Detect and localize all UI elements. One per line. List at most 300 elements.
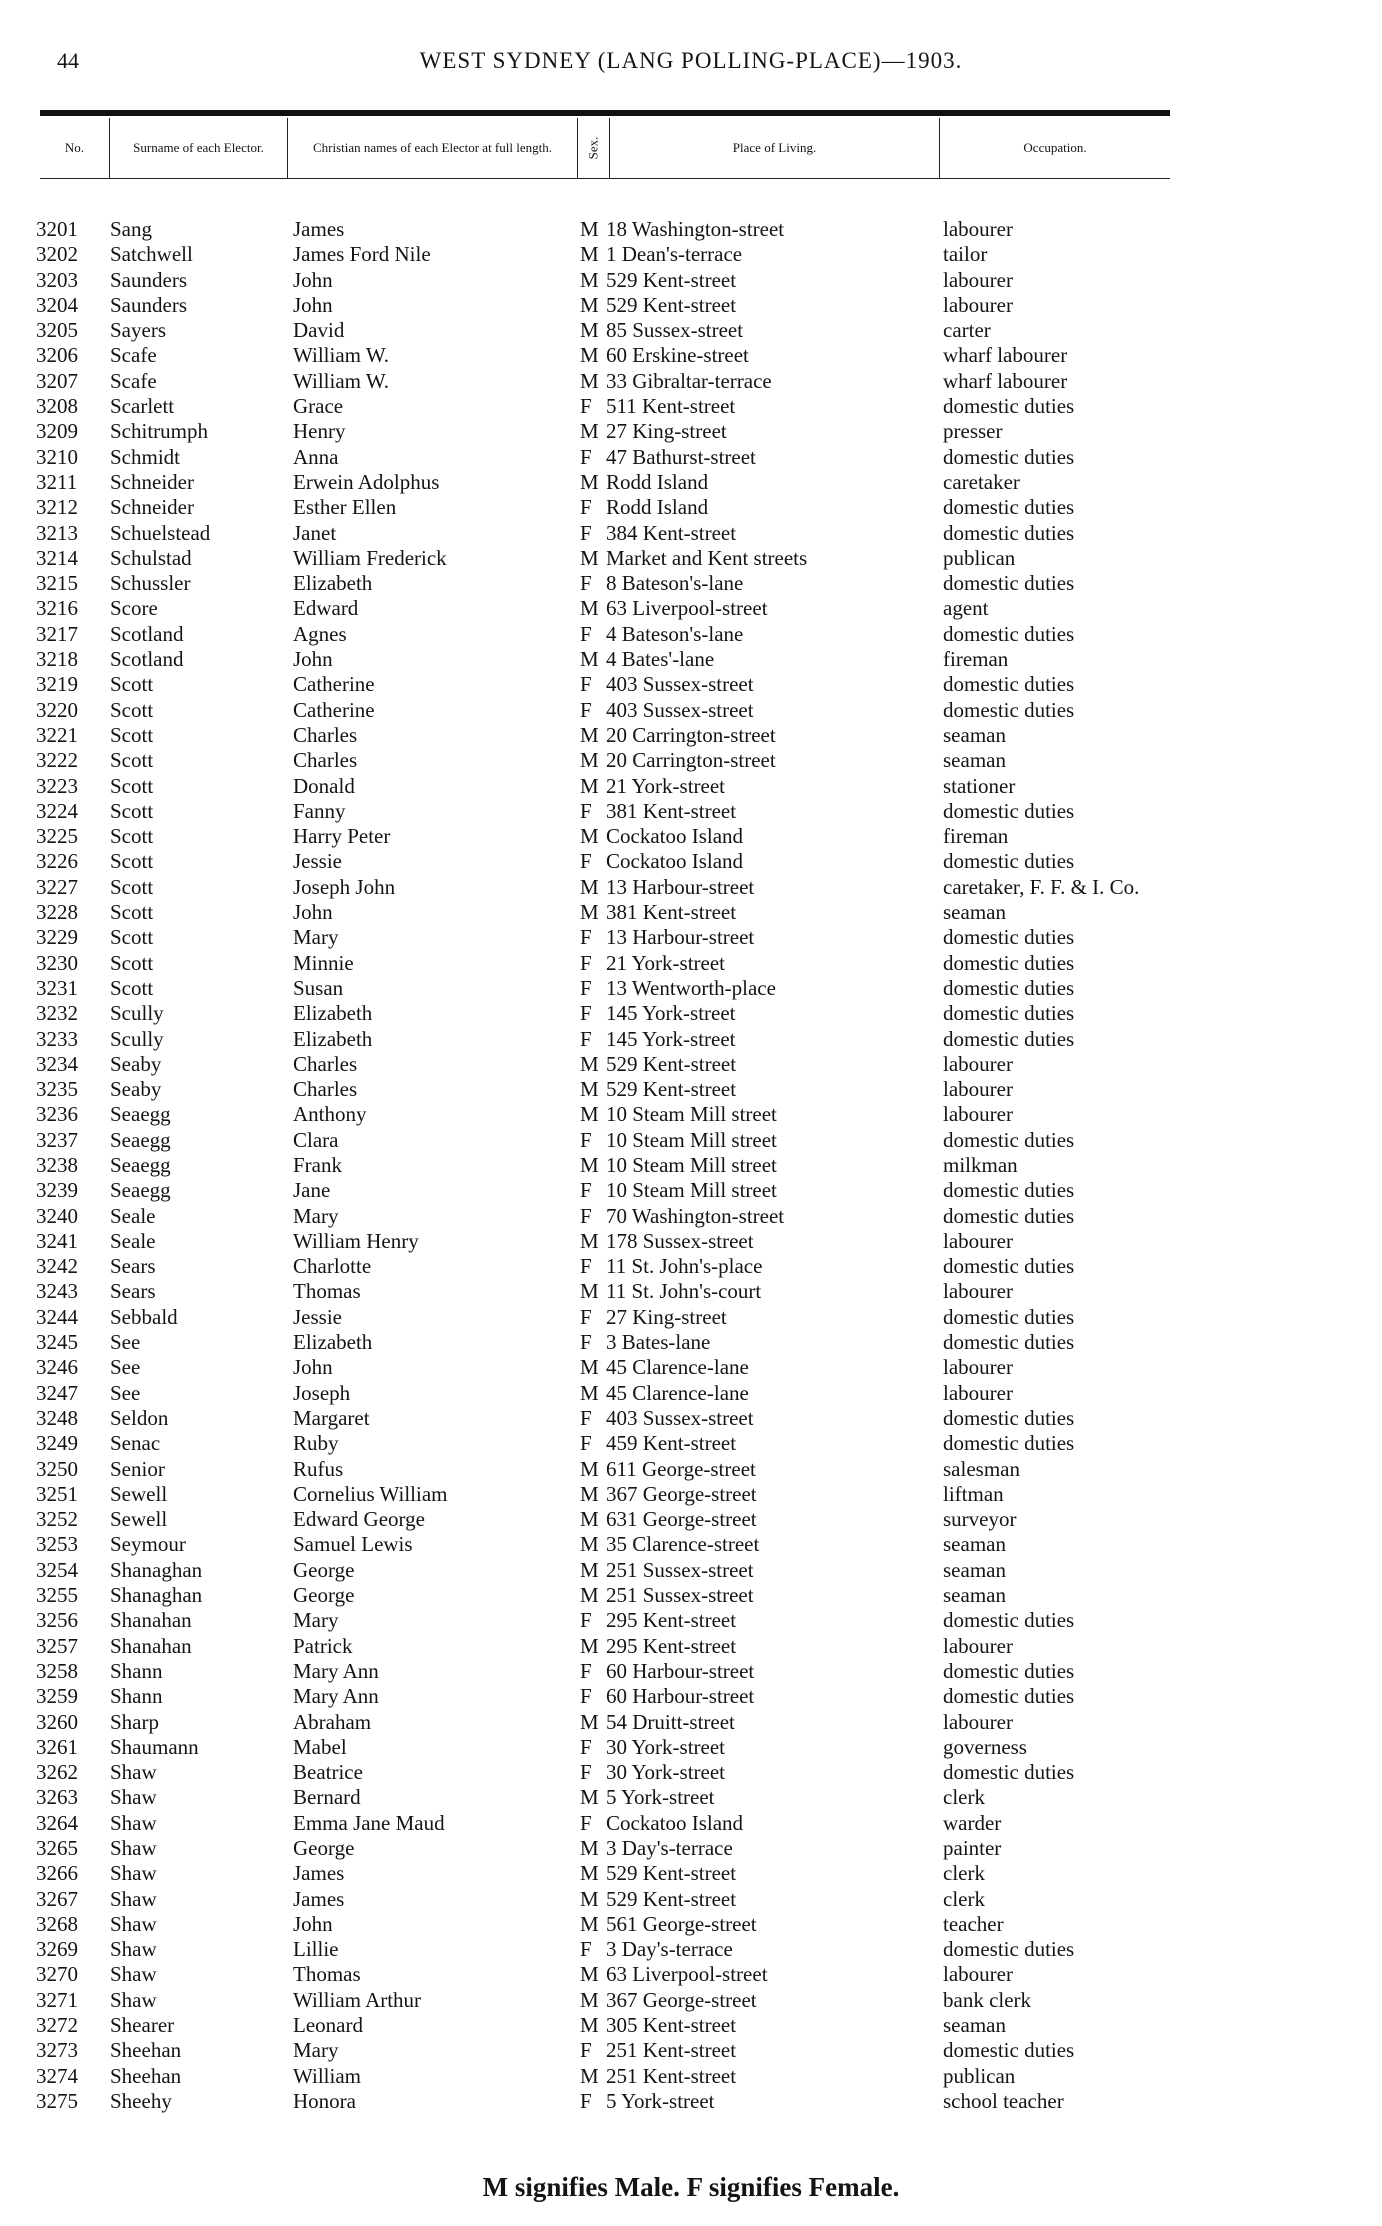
elector-sex: M <box>580 1152 599 1177</box>
elector-number: 3236 <box>36 1102 78 1127</box>
table-row <box>0 1735 1382 1760</box>
table-row <box>0 1457 1382 1482</box>
elector-sex: M <box>580 722 599 747</box>
elector-sex: M <box>580 874 599 899</box>
elector-number: 3224 <box>36 798 78 823</box>
elector-number: 3209 <box>36 419 78 444</box>
elector-number: 3246 <box>36 1355 78 1380</box>
elector-occupation: publican <box>943 545 1016 570</box>
elector-christian-names: Jessie <box>293 849 342 874</box>
elector-christian-names: Mary <box>293 1608 339 1633</box>
elector-surname: Scotland <box>110 647 184 672</box>
elector-surname: Seaby <box>110 1051 162 1076</box>
elector-christian-names: George <box>293 1557 355 1582</box>
elector-place-of-living: 251 Kent-street <box>606 2063 737 2088</box>
elector-place-of-living: 10 Steam Mill street <box>606 1127 777 1152</box>
elector-surname: Scott <box>110 773 154 798</box>
elector-christian-names: Catherine <box>293 697 375 722</box>
table-row <box>0 1279 1382 1304</box>
elector-christian-names: Mary <box>293 2038 339 2063</box>
elector-number: 3268 <box>36 1911 78 1936</box>
elector-surname: Schneider <box>110 469 194 494</box>
elector-number: 3220 <box>36 697 78 722</box>
elector-surname: Seaegg <box>110 1102 171 1127</box>
elector-surname: Scott <box>110 950 154 975</box>
elector-christian-names: Leonard <box>293 2013 363 2038</box>
elector-place-of-living: 21 York-street <box>606 950 725 975</box>
elector-surname: Scafe <box>110 368 157 393</box>
elector-number: 3234 <box>36 1051 78 1076</box>
elector-place-of-living: 63 Liverpool-street <box>606 596 768 621</box>
elector-christian-names: John <box>293 292 333 317</box>
table-row <box>0 1861 1382 1886</box>
table-row <box>0 1027 1382 1052</box>
elector-number: 3202 <box>36 242 78 267</box>
elector-occupation: warder <box>943 1810 1002 1835</box>
elector-occupation: bank clerk <box>943 1987 1032 2012</box>
table-row <box>0 242 1382 267</box>
elector-christian-names: William <box>293 2063 361 2088</box>
elector-christian-names: Jane <box>293 1178 331 1203</box>
elector-occupation: school teacher <box>943 2088 1064 2113</box>
elector-occupation: milkman <box>943 1152 1018 1177</box>
elector-surname: Scully <box>110 1001 164 1026</box>
elector-surname: Shearer <box>110 2013 175 2038</box>
elector-number: 3210 <box>36 444 78 469</box>
elector-surname: Scott <box>110 697 154 722</box>
elector-occupation: painter <box>943 1836 1002 1860</box>
elector-place-of-living: 11 St. John's-place <box>606 1254 763 1279</box>
elector-occupation: carter <box>943 318 991 343</box>
elector-surname: Sears <box>110 1254 156 1279</box>
elector-place-of-living: 367 George-street <box>606 1481 757 1506</box>
elector-number: 3232 <box>36 1001 78 1026</box>
elector-sex: M <box>580 368 599 393</box>
elector-place-of-living: 403 Sussex-street <box>606 672 754 697</box>
header-rule <box>40 110 1170 116</box>
elector-occupation: domestic duties <box>943 1330 1075 1355</box>
elector-number: 3248 <box>36 1405 78 1430</box>
elector-christian-names: Edward George <box>293 1507 425 1532</box>
elector-surname: Shaw <box>110 1962 157 1987</box>
elector-surname: Saunders <box>110 267 187 292</box>
elector-christian-names: Catherine <box>293 672 375 697</box>
elector-number: 3237 <box>36 1127 78 1152</box>
elector-place-of-living: 611 George-street <box>606 1456 756 1481</box>
elector-number: 3201 <box>36 217 78 241</box>
elector-surname: Schuelstead <box>110 520 211 545</box>
elector-surname: Scott <box>110 824 154 849</box>
elector-surname: Seaegg <box>110 1127 171 1152</box>
table-row <box>0 2013 1382 2038</box>
elector-sex: M <box>580 242 599 267</box>
table-row <box>0 293 1382 318</box>
table-row <box>0 495 1382 520</box>
elector-surname: Scott <box>110 925 154 950</box>
elector-sex: M <box>580 1785 599 1810</box>
elector-surname: Shanahan <box>110 1608 192 1633</box>
header-occupation: Occupation. <box>1023 140 1087 155</box>
table-row <box>0 900 1382 925</box>
elector-christian-names: Honora <box>293 2088 356 2113</box>
elector-surname: Schulstad <box>110 545 192 570</box>
elector-sex: M <box>580 1380 599 1405</box>
elector-number: 3206 <box>36 343 78 368</box>
elector-sex: F <box>580 1405 592 1430</box>
table-row <box>0 2089 1382 2114</box>
elector-number: 3212 <box>36 495 78 520</box>
elector-place-of-living: 8 Bateson's-lane <box>606 571 744 596</box>
elector-surname: Senac <box>110 1431 161 1456</box>
table-row <box>0 1482 1382 1507</box>
elector-occupation: domestic duties <box>943 1001 1075 1026</box>
elector-surname: Schitrumph <box>110 419 208 444</box>
elector-place-of-living: Rodd Island <box>606 469 709 494</box>
elector-occupation: domestic duties <box>943 849 1075 874</box>
elector-sex: M <box>580 748 599 773</box>
elector-occupation: stationer <box>943 773 1016 798</box>
elector-number: 3242 <box>36 1254 78 1279</box>
elector-place-of-living: 295 Kent-street <box>606 1633 737 1658</box>
elector-christian-names: Samuel Lewis <box>293 1532 413 1557</box>
elector-occupation: wharf labourer <box>943 368 1068 393</box>
elector-number: 3266 <box>36 1861 78 1886</box>
elector-sex: M <box>580 1861 599 1886</box>
elector-sex: F <box>580 1254 592 1279</box>
elector-occupation: labourer <box>943 1355 1013 1380</box>
elector-surname: Senior <box>110 1456 165 1481</box>
elector-occupation: clerk <box>943 1785 985 1810</box>
elector-sex: M <box>580 2013 599 2038</box>
elector-christian-names: George <box>293 1583 355 1608</box>
elector-place-of-living: 13 Harbour-street <box>606 925 755 950</box>
elector-number: 3219 <box>36 672 78 697</box>
elector-number: 3271 <box>36 1987 78 2012</box>
elector-place-of-living: 178 Sussex-street <box>606 1228 754 1253</box>
elector-christian-names: Margaret <box>293 1405 370 1430</box>
elector-christian-names: Donald <box>293 773 355 798</box>
table-row <box>0 2064 1382 2089</box>
table-row <box>0 1659 1382 1684</box>
table-row <box>0 1760 1382 1785</box>
elector-number: 3241 <box>36 1228 78 1253</box>
elector-number: 3217 <box>36 621 78 646</box>
elector-christian-names: Esther Ellen <box>293 495 397 520</box>
elector-number: 3222 <box>36 748 78 773</box>
elector-occupation: seaman <box>943 748 1006 773</box>
table-row <box>0 748 1382 773</box>
elector-sex: M <box>580 1886 599 1911</box>
elector-number: 3265 <box>36 1836 78 1860</box>
elector-occupation: labourer <box>943 1102 1013 1127</box>
table-row <box>0 1001 1382 1026</box>
elector-place-of-living: 459 Kent-street <box>606 1431 737 1456</box>
page-title: WEST SYDNEY (LANG POLLING-PLACE)—1903. <box>419 48 963 73</box>
elector-christian-names: Clara <box>293 1127 339 1152</box>
elector-place-of-living: 251 Sussex-street <box>606 1557 754 1582</box>
elector-place-of-living: 3 Day's-terrace <box>606 1836 733 1860</box>
elector-number: 3239 <box>36 1178 78 1203</box>
elector-christian-names: David <box>293 318 345 343</box>
elector-christian-names: William Frederick <box>293 545 447 570</box>
elector-christian-names: Edward <box>293 596 359 621</box>
elector-place-of-living: 4 Bates'-lane <box>606 647 715 672</box>
elector-sex: M <box>580 1051 599 1076</box>
table-row <box>0 1583 1382 1608</box>
elector-sex: F <box>580 495 592 520</box>
elector-occupation: fireman <box>943 647 1009 672</box>
elector-surname: Shanaghan <box>110 1557 203 1582</box>
header-sex <box>578 118 610 178</box>
table-row <box>0 1381 1382 1406</box>
elector-surname: Scafe <box>110 343 157 368</box>
elector-christian-names: John <box>293 647 333 672</box>
elector-surname: Scott <box>110 748 154 773</box>
table-row <box>0 1077 1382 1102</box>
elector-sex: M <box>580 1962 599 1987</box>
table-row <box>0 824 1382 849</box>
elector-christian-names: William W. <box>293 343 389 368</box>
elector-occupation: domestic duties <box>943 1431 1075 1456</box>
elector-occupation: labourer <box>943 1380 1013 1405</box>
elector-number: 3208 <box>36 394 78 419</box>
elector-number: 3233 <box>36 1026 78 1051</box>
elector-number: 3240 <box>36 1203 78 1228</box>
table-row <box>0 1912 1382 1937</box>
table-row <box>0 774 1382 799</box>
table-row <box>0 1153 1382 1178</box>
elector-place-of-living: 45 Clarence-lane <box>606 1355 749 1380</box>
elector-occupation: domestic duties <box>943 1127 1075 1152</box>
elector-sex: F <box>580 2088 592 2113</box>
elector-place-of-living: 295 Kent-street <box>606 1608 737 1633</box>
table-row <box>0 1128 1382 1153</box>
elector-place-of-living: 30 York-street <box>606 1734 725 1759</box>
elector-number: 3213 <box>36 520 78 545</box>
table-row <box>0 521 1382 546</box>
elector-surname: Shaw <box>110 1785 157 1810</box>
elector-christian-names: Henry <box>293 419 346 444</box>
elector-place-of-living: 403 Sussex-street <box>606 1405 754 1430</box>
elector-christian-names: James <box>293 217 345 241</box>
elector-place-of-living: Rodd Island <box>606 495 709 520</box>
elector-number: 3214 <box>36 545 78 570</box>
elector-number: 3255 <box>36 1583 78 1608</box>
elector-occupation: labourer <box>943 267 1013 292</box>
elector-sex: F <box>580 1330 592 1355</box>
elector-surname: Shaw <box>110 1937 157 1962</box>
table-row <box>0 1684 1382 1709</box>
elector-christian-names: Charles <box>293 1051 358 1076</box>
table-row <box>0 1102 1382 1127</box>
elector-number: 3269 <box>36 1937 78 1962</box>
table-row <box>0 849 1382 874</box>
elector-place-of-living: 18 Washington-street <box>606 217 785 241</box>
elector-place-of-living: 145 York-street <box>606 1026 736 1051</box>
elector-surname: Sewell <box>110 1481 168 1506</box>
elector-occupation: domestic duties <box>943 798 1075 823</box>
elector-christian-names: John <box>293 900 333 925</box>
elector-occupation: clerk <box>943 1861 985 1886</box>
elector-occupation: domestic duties <box>943 925 1075 950</box>
elector-occupation: domestic duties <box>943 1254 1075 1279</box>
elector-surname: Sayers <box>110 318 166 343</box>
elector-sex: F <box>580 1001 592 1026</box>
elector-christian-names: Lillie <box>293 1937 339 1962</box>
elector-surname: Shaw <box>110 1911 157 1936</box>
elector-sex: M <box>580 647 599 672</box>
elector-number: 3270 <box>36 1962 78 1987</box>
elector-sex: M <box>580 217 599 241</box>
elector-christian-names: Abraham <box>293 1709 372 1734</box>
elector-place-of-living: 60 Erskine-street <box>606 343 749 368</box>
elector-surname: Seale <box>110 1228 156 1253</box>
elector-occupation: tailor <box>943 242 988 267</box>
table-row <box>0 1785 1382 1810</box>
elector-number: 3228 <box>36 900 78 925</box>
elector-sex: M <box>580 1911 599 1936</box>
elector-christian-names: Grace <box>293 394 344 419</box>
elector-place-of-living: Cockatoo Island <box>606 849 744 874</box>
table-row <box>0 596 1382 621</box>
elector-sex: F <box>580 1937 592 1962</box>
table-row <box>0 672 1382 697</box>
table-row <box>0 1836 1382 1861</box>
elector-sex: M <box>580 596 599 621</box>
elector-number: 3223 <box>36 773 78 798</box>
elector-sex: F <box>580 1178 592 1203</box>
elector-sex: M <box>580 900 599 925</box>
table-row <box>0 1431 1382 1456</box>
table-header <box>40 118 1170 179</box>
elector-occupation: caretaker, F. F. & I. Co. <box>943 874 1140 899</box>
elector-occupation: domestic duties <box>943 1937 1075 1962</box>
elector-occupation: surveyor <box>943 1507 1017 1532</box>
elector-surname: See <box>110 1380 141 1405</box>
elector-christian-names: Thomas <box>293 1279 361 1304</box>
elector-place-of-living: 27 King-street <box>606 1304 727 1329</box>
elector-place-of-living: 54 Druitt-street <box>606 1709 735 1734</box>
elector-table-body <box>0 217 1382 2114</box>
elector-number: 3252 <box>36 1507 78 1532</box>
elector-occupation: labourer <box>943 1051 1013 1076</box>
elector-occupation: labourer <box>943 1228 1013 1253</box>
elector-number: 3211 <box>36 469 78 494</box>
elector-place-of-living: Cockatoo Island <box>606 1810 744 1835</box>
elector-surname: Shanaghan <box>110 1583 203 1608</box>
elector-christian-names: Mary <box>293 925 339 950</box>
elector-christian-names: John <box>293 267 333 292</box>
elector-number: 3259 <box>36 1684 78 1709</box>
elector-christian-names: Anna <box>293 444 339 469</box>
elector-number: 3204 <box>36 292 78 317</box>
elector-occupation: seaman <box>943 1532 1006 1557</box>
elector-christian-names: Cornelius William <box>293 1481 448 1506</box>
elector-sex: F <box>580 1608 592 1633</box>
table-row <box>0 622 1382 647</box>
table-row <box>0 1532 1382 1557</box>
table-row <box>0 1937 1382 1962</box>
elector-surname: Schussler <box>110 571 191 596</box>
elector-christian-names: Elizabeth <box>293 1330 373 1355</box>
elector-sex: M <box>580 318 599 343</box>
elector-christian-names: Charles <box>293 1077 358 1102</box>
elector-number: 3257 <box>36 1633 78 1658</box>
elector-sex: F <box>580 1760 592 1785</box>
elector-occupation: agent <box>943 596 989 621</box>
table-row <box>0 1178 1382 1203</box>
elector-number: 3258 <box>36 1658 78 1683</box>
elector-occupation: domestic duties <box>943 1304 1075 1329</box>
elector-sex: F <box>580 571 592 596</box>
elector-place-of-living: 529 Kent-street <box>606 1051 737 1076</box>
elector-sex: F <box>580 697 592 722</box>
elector-place-of-living: 30 York-street <box>606 1760 725 1785</box>
elector-occupation: domestic duties <box>943 1203 1075 1228</box>
table-row <box>0 951 1382 976</box>
elector-surname: Sheehy <box>110 2088 172 2113</box>
elector-surname: Seaby <box>110 1077 162 1102</box>
table-row <box>0 369 1382 394</box>
elector-surname: Schmidt <box>110 444 181 469</box>
table-row <box>0 1507 1382 1532</box>
elector-number: 3230 <box>36 950 78 975</box>
elector-occupation: labourer <box>943 217 1013 241</box>
elector-place-of-living: 384 Kent-street <box>606 520 737 545</box>
elector-christian-names: Beatrice <box>293 1760 363 1785</box>
elector-surname: Schneider <box>110 495 194 520</box>
elector-number: 3229 <box>36 925 78 950</box>
elector-christian-names: Minnie <box>293 950 354 975</box>
elector-sex: M <box>580 1583 599 1608</box>
elector-place-of-living: 60 Harbour-street <box>606 1684 755 1709</box>
elector-surname: Scarlett <box>110 394 175 419</box>
elector-christian-names: William Arthur <box>293 1987 422 2012</box>
elector-surname: Scott <box>110 900 154 925</box>
elector-number: 3261 <box>36 1734 78 1759</box>
elector-surname: Score <box>110 596 158 621</box>
elector-surname: Scott <box>110 849 154 874</box>
elector-number: 3247 <box>36 1380 78 1405</box>
elector-surname: Sang <box>110 217 152 241</box>
table-row <box>0 1355 1382 1380</box>
elector-occupation: caretaker <box>943 469 1020 494</box>
elector-occupation: domestic duties <box>943 394 1075 419</box>
elector-occupation: domestic duties <box>943 1608 1075 1633</box>
elector-christian-names: George <box>293 1836 355 1860</box>
elector-number: 3263 <box>36 1785 78 1810</box>
elector-sex: F <box>580 925 592 950</box>
elector-sex: M <box>580 1456 599 1481</box>
elector-surname: Sebbald <box>110 1304 178 1329</box>
table-row <box>0 925 1382 950</box>
elector-christian-names: James Ford Nile <box>293 242 431 267</box>
elector-christian-names: Erwein Adolphus <box>293 469 440 494</box>
elector-christian-names: Harry Peter <box>293 824 391 849</box>
elector-occupation: seaman <box>943 722 1006 747</box>
elector-number: 3231 <box>36 975 78 1000</box>
table-row <box>0 268 1382 293</box>
elector-place-of-living: 381 Kent-street <box>606 900 737 925</box>
elector-sex: M <box>580 292 599 317</box>
elector-occupation: domestic duties <box>943 1405 1075 1430</box>
elector-christian-names: Frank <box>293 1152 342 1177</box>
table-row <box>0 1229 1382 1254</box>
elector-christian-names: John <box>293 1911 333 1936</box>
elector-occupation: clerk <box>943 1886 985 1911</box>
elector-place-of-living: 13 Wentworth-place <box>606 975 776 1000</box>
elector-christian-names: Mary <box>293 1203 339 1228</box>
